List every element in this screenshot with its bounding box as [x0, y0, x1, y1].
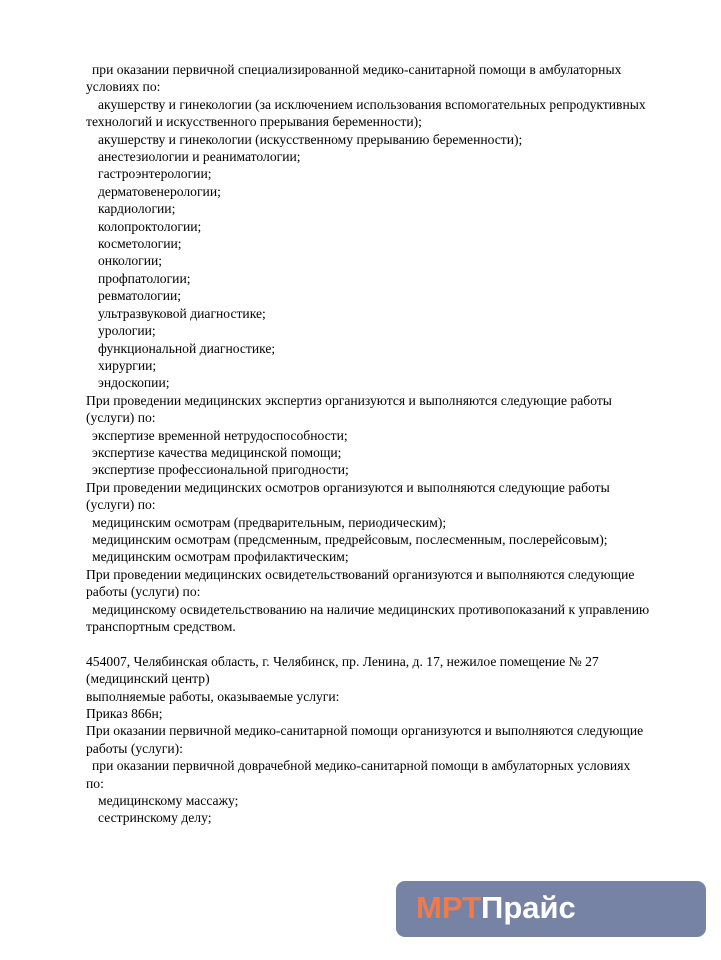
document-line: акушерству и гинекологии (за исключением использования вспомогательных репродуктивных: [98, 96, 646, 112]
document-line: условиях по:: [86, 79, 161, 95]
document-line: медицинским осмотрам (предсменным, предрейсовым, послесменным, послерейсовым);: [92, 531, 608, 547]
document-line: работы (услуги) по:: [86, 584, 201, 600]
document-line: экспертизе качества медицинской помощи;: [92, 444, 342, 460]
document-line: медицинским осмотрам (предварительным, периодическим);: [92, 514, 447, 530]
document-line: Приказ 866н;: [86, 706, 163, 722]
document-line: ультразвуковой диагностике;: [98, 305, 266, 321]
document-line: При оказании первичной медико-санитарной помощи организуются и выполняются следующие: [86, 723, 644, 739]
document-line: (услуги) по:: [86, 410, 156, 426]
document-section: [86, 653, 696, 827]
document-line: онкологии;: [98, 253, 163, 269]
document-line: гастроэнтерологии;: [98, 166, 212, 182]
mrtprice-watermark-logo[interactable]: [396, 881, 706, 937]
document-line: колопроктологии;: [98, 218, 202, 234]
document-line: косметологии;: [98, 236, 182, 252]
document-line: работы (услуги):: [86, 740, 183, 756]
document-line: кардиологии;: [98, 201, 176, 217]
document-line: профпатологии;: [98, 270, 191, 286]
logo-text: [416, 888, 576, 928]
document-line: экспертизе временной нетрудоспособности;: [92, 427, 348, 443]
document-line: функциональной диагностике;: [98, 340, 276, 356]
document-line: (медицинский центр): [86, 671, 210, 687]
document-line: 454007, Челябинская область, г. Челябинск, пр. Ленина, д. 17, нежилое помещение № 27: [86, 653, 599, 669]
document-line: урологии;: [98, 323, 156, 339]
section-gap: [86, 635, 696, 652]
document-line: при оказании первичной специализированной медико-санитарной помощи в амбулаторных: [92, 62, 622, 77]
document-body: [86, 61, 696, 827]
document-line: транспортным средством.: [86, 619, 236, 634]
document-line: по:: [86, 775, 104, 791]
document-line: хирургии;: [98, 357, 157, 373]
document-line: технологий и искусственного прерывания беременности);: [86, 114, 422, 130]
document-line: При проведении медицинских осмотров организуются и выполняются следующие работы: [86, 479, 610, 495]
document-line: медицинским осмотрам профилактическим;: [92, 549, 349, 565]
document-line: дерматовенерологии;: [98, 183, 221, 199]
document-line: медицинскому освидетельствованию на наличие медицинских противопоказаний к управлению: [92, 601, 650, 617]
logo-text-price: Прайс: [481, 890, 576, 925]
document-line: акушерству и гинекологии (искусственному прерыванию беременности);: [98, 131, 523, 147]
document-line: при оказании первичной доврачебной медико-санитарной помощи в амбулаторных условиях: [92, 758, 631, 774]
document-line: сестринскому делу;: [98, 810, 212, 826]
document-line: При проведении медицинских экспертиз организуются и выполняются следующие работы: [86, 392, 612, 408]
document-line: выполняемые работы, оказываемые услуги:: [86, 688, 340, 704]
document-section: [86, 61, 696, 635]
document-line: эндоскопии;: [98, 375, 170, 391]
document-line: медицинскому массажу;: [98, 793, 239, 809]
document-line: (услуги) по:: [86, 497, 156, 513]
document-line: анестезиологии и реаниматологии;: [98, 149, 301, 165]
document-line: При проведении медицинских освидетельствований организуются и выполняются следующие: [86, 566, 635, 582]
document-line: ревматологии;: [98, 288, 182, 304]
logo-text-mrt: МРТ: [416, 890, 482, 925]
document-line: экспертизе профессиональной пригодности;: [92, 462, 349, 478]
